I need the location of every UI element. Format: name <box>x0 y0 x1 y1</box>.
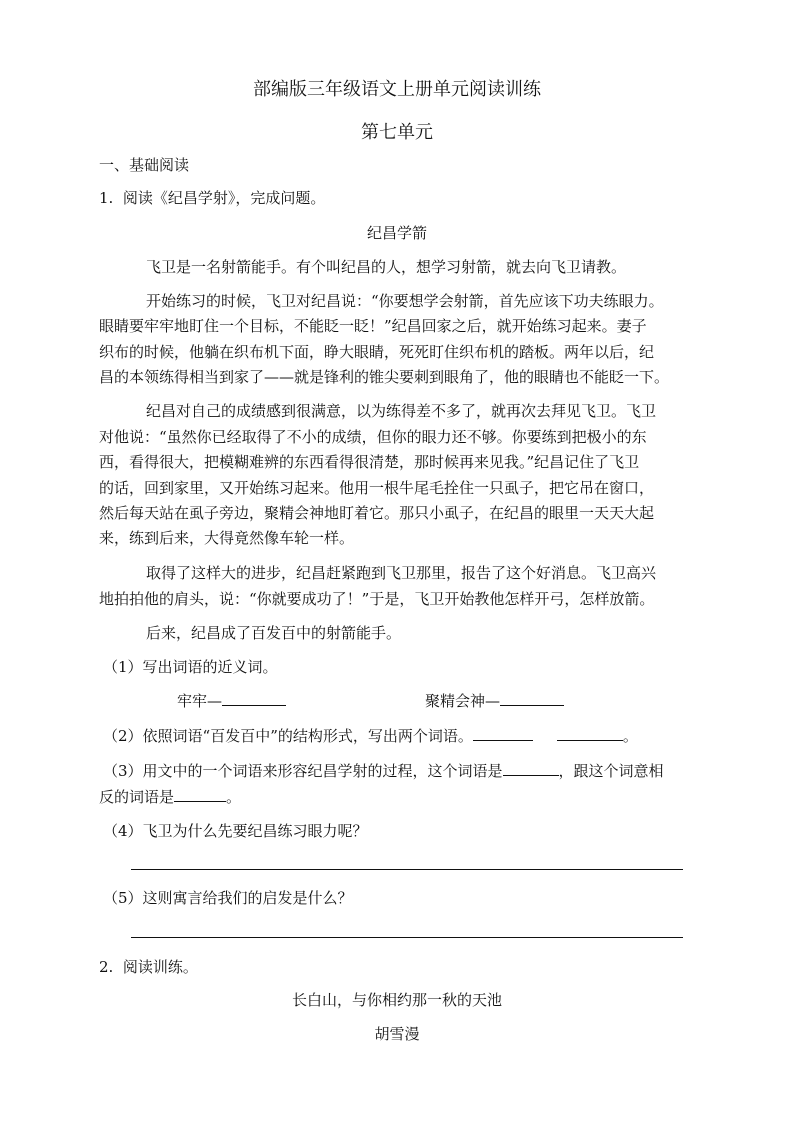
question-2 <box>103 726 638 746</box>
answer-blank[interactable] <box>557 726 623 741</box>
answer-line[interactable] <box>131 937 683 938</box>
page-title: 部编版三年级语文上册单元阅读训练 <box>253 79 541 100</box>
section-heading: 一、基础阅读 <box>99 156 190 174</box>
question-intro: 1. 阅读《纪昌学射》，完成问题。 <box>99 189 326 207</box>
synonym-word: 聚精会神— <box>425 692 501 710</box>
question-text: （3）用文中的一个词语来形容纪昌学射的过程，这个词语是 <box>103 762 503 780</box>
answer-line[interactable] <box>131 869 683 870</box>
paragraph-line: 来，练到后来，大得竟然像车轮一样。 <box>99 529 355 547</box>
question-text: （2）依照词语“百发百中”的结构形式，写出两个词语。 <box>103 727 473 745</box>
synonym-item-2 <box>425 691 564 711</box>
paragraph-line: 对他说：“虽然你已经取得了不小的成绩，但你的眼力还不够。你要练到把极小的东 <box>99 428 647 446</box>
paragraph-line: 织布的时候，他躺在织布机下面，睁大眼睛，死死盯住织布机的踏板。两年以后，纪 <box>99 343 655 361</box>
paragraph-line: 地拍拍他的肩头，说：“你就要成功了！”于是，飞卫开始教他怎样开弓，怎样放箭。 <box>99 590 655 608</box>
question-5: （5）这则寓言给我们的启发是什么？ <box>103 889 353 907</box>
question-intro: 2. 阅读训练。 <box>99 958 198 976</box>
answer-blank[interactable] <box>500 691 564 706</box>
answer-blank[interactable] <box>503 761 559 776</box>
paragraph-line: 眼睛要牢牢地盯住一个目标，不能眨一眨！”纪昌回家之后，就开始练习起来。妻子 <box>99 317 647 335</box>
answer-blank[interactable] <box>222 691 286 706</box>
article-author: 胡雪漫 <box>374 1025 420 1043</box>
story-title: 纪昌学箭 <box>366 224 427 242</box>
unit-title: 第七单元 <box>361 122 433 143</box>
question-4: （4）飞卫为什么先要纪昌练习眼力呢？ <box>103 822 368 840</box>
synonym-item-1 <box>177 691 286 711</box>
paragraph-line: 然后每天站在虱子旁边，聚精会神地盯着它。那只小虱子，在纪昌的眼里一天天大起 <box>99 504 655 522</box>
paragraph-line: 纪昌对自己的成绩感到很满意，以为练得差不多了，就再次去拜见飞卫。飞卫 <box>146 402 657 420</box>
paragraph-line: 开始练习的时候，飞卫对纪昌说：“你要想学会射箭，首先应该下功夫练眼力。 <box>146 292 664 310</box>
answer-blank[interactable] <box>174 787 226 802</box>
paragraph-line: 取得了这样大的进步，纪昌赶紧跑到飞卫那里，报告了这个好消息。飞卫高兴 <box>146 564 657 582</box>
punctuation: 。 <box>622 727 638 745</box>
punctuation: 。 <box>226 788 242 806</box>
question-text: ，跟这个词意相 <box>558 762 664 780</box>
question-3 <box>103 761 664 781</box>
synonym-word: 牢牢— <box>177 692 223 710</box>
question-text: 反的词语是 <box>99 788 175 806</box>
paragraph-line: 西，看得很大，把模糊难辨的东西看得很清楚，那时候再来见我。”纪昌记住了飞卫 <box>99 453 640 471</box>
paragraph-line: 后来，纪昌成了百发百中的射箭能手。 <box>146 624 402 642</box>
answer-blank[interactable] <box>473 726 533 741</box>
paragraph-line: 昌的本领练得相当到家了——就是锋利的锥尖要刺到眼角了，他的眼睛也不能眨一下。 <box>99 368 670 386</box>
paragraph-line: 的话，回到家里，又开始练习起来。他用一根牛尾毛拴住一只虱子，把它吊在窗口， <box>99 479 655 497</box>
paragraph-line: 飞卫是一名射箭能手。有个叫纪昌的人，想学习射箭，就去向飞卫请教。 <box>146 258 627 276</box>
question-3-cont <box>99 787 241 807</box>
article-title: 长白山，与你相约那一秋的天池 <box>291 991 502 1009</box>
question-1: （1）写出词语的近义词。 <box>103 658 278 676</box>
